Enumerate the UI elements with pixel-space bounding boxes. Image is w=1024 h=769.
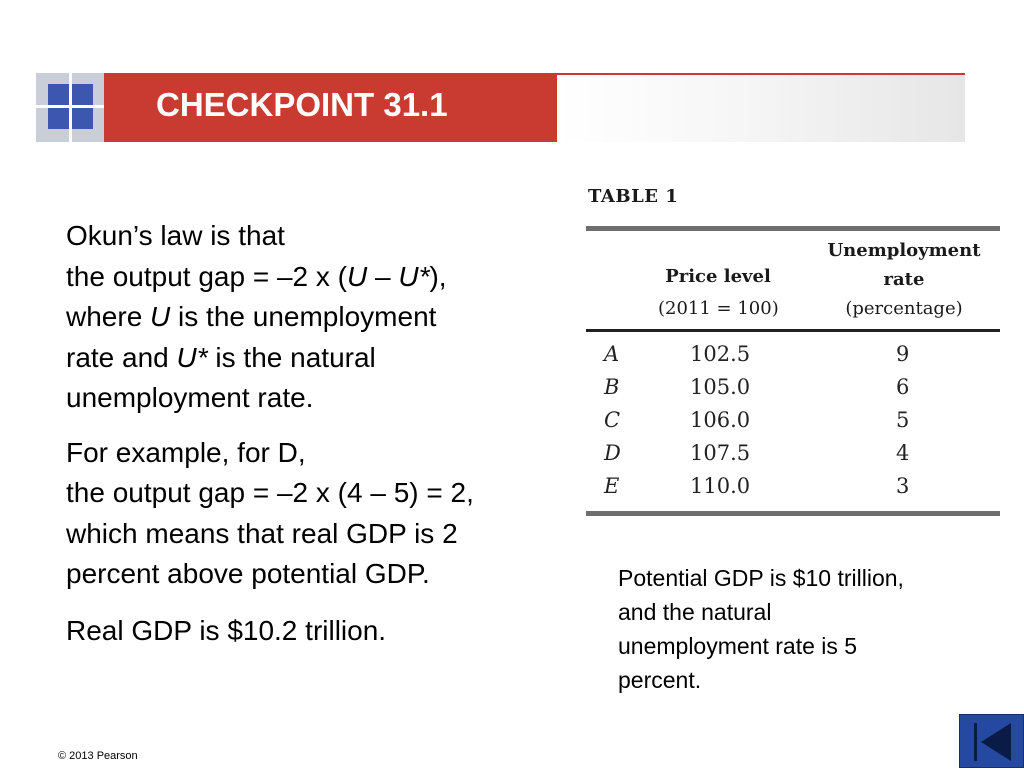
back-to-start-button[interactable] [959,714,1024,768]
table-top-rule [586,226,1000,231]
price-cell: 106.0 [690,408,751,432]
rate-cell: 5 [896,408,910,432]
table-bottom-rule [586,511,1000,516]
row-label: B [604,375,620,399]
text-line: where U is the unemployment [66,301,437,332]
body-text [66,216,576,667]
price-level-header: Price level [665,266,771,287]
text-line: For example, for D, [66,436,306,468]
table-note [618,561,998,697]
slide-title: CHECKPOINT 31.1 [156,86,448,123]
row-label: C [604,408,621,432]
text-line: rate and U* is the natural [66,341,376,373]
price-cell: 110.0 [690,474,751,498]
text-line: which means that real GDP is 2 [66,517,458,549]
okun-law-paragraph [66,216,576,419]
text-line: and the natural [618,599,772,625]
table-row [586,408,1000,441]
table-label: TABLE 1 [588,186,679,207]
rate-cell: 6 [896,375,910,399]
unemployment-subheader: (percentage) [845,298,963,319]
row-label: E [604,474,620,498]
copyright-text: © 2013 Pearson [58,750,138,762]
text-line: the output gap = –2 x (4 – 5) = 2, [66,477,474,508]
table-row [586,441,1000,474]
text-line: Potential GDP is $10 trillion, [618,565,904,591]
text-line: percent. [618,667,702,693]
grid-logo-icon [36,73,104,142]
example-paragraph [66,433,576,595]
unemployment-header-2: rate [883,269,925,290]
table-header-rule [586,329,1000,332]
text-line: percent above potential GDP. [66,558,430,589]
price-cell: 102.5 [690,342,751,366]
text-line: Okun’s law is that [66,220,285,251]
text-line: unemployment rate. [66,382,314,413]
rate-cell: 9 [896,342,910,366]
back-to-start-icon [960,715,1024,769]
table-row [586,375,1000,408]
row-label: A [604,342,620,366]
real-gdp-paragraph [66,611,576,652]
row-label: D [604,441,621,465]
price-cell: 107.5 [690,441,751,465]
text-line: Real GDP is $10.2 trillion. [66,614,387,646]
table-row [586,342,1000,375]
text-line: the output gap = –2 x (U – U*), [66,260,447,292]
table-row [586,474,1000,507]
header-fade [557,73,965,142]
text-line: unemployment rate is 5 [618,633,858,659]
price-cell: 105.0 [690,375,751,399]
slide-header [36,73,965,142]
price-level-subheader: (2011 = 100) [658,298,779,319]
header-rule [557,73,965,75]
rate-cell: 3 [896,474,910,498]
rate-cell: 4 [896,441,910,465]
unemployment-header: Unemployment [827,240,981,261]
